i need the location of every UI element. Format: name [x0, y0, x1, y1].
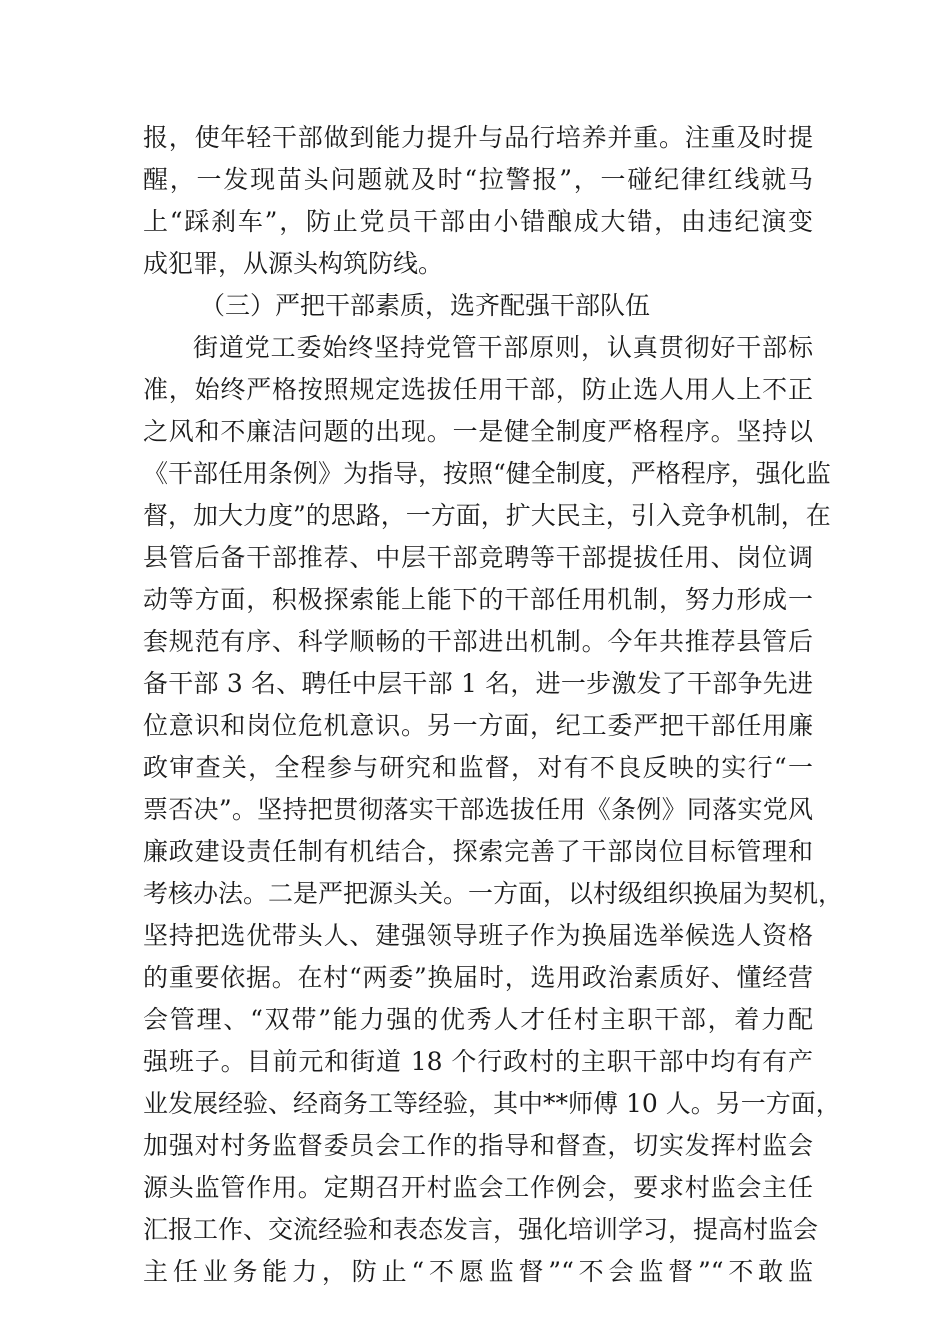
paragraph-line: 汇报工作、交流经验和表态发言，强化培训学习，提高村监会 [143, 1215, 819, 1244]
paragraph-line: 准，始终严格按照规定选拔任用干部，防止选人用人上不正 [143, 375, 813, 404]
paragraph-line: 廉政建设责任制有机结合，探索完善了干部岗位目标管理和 [143, 837, 813, 866]
paragraph-line: 成犯罪，从源头构筑防线。 [143, 249, 444, 278]
paragraph-line: 加强对村务监督委员会工作的指导和督查，切实发挥村监会 [143, 1131, 813, 1160]
paragraph-line: 醒，一发现苗头问题就及时“拉警报”，一碰纪律红线就马 [143, 165, 813, 194]
paragraph-line: 《干部任用条例》为指导，按照“健全制度，严格程序，强化监 [143, 459, 831, 488]
paragraph-line: 考核办法。二是严把源头关。一方面，以村级组织换届为契机， [143, 879, 844, 908]
paragraph-line: 会管理、“双带”能力强的优秀人才任村主职干部，着力配 [143, 1005, 813, 1034]
section-heading: （三）严把干部素质，选齐配强干部队伍 [200, 291, 651, 320]
paragraph-line: 报，使年轻干部做到能力提升与品行培养并重。注重及时提 [143, 123, 813, 152]
paragraph-line: 动等方面，积极探索能上能下的干部任用机制，努力形成一 [143, 585, 813, 614]
paragraph-line: 政审查关，全程参与研究和监督，对有不良反映的实行“一 [143, 753, 813, 782]
paragraph-line: 业发展经验、经商务工等经验，其中**师傅 10 人。另一方面， [143, 1089, 841, 1118]
paragraph-line: 套规范有序、科学顺畅的干部进出机制。今年共推荐县管后 [143, 627, 813, 656]
paragraph-line: 票否决”。坚持把贯彻落实干部选拔任用《条例》同落实党风 [143, 795, 813, 824]
paragraph-line: 督，加大力度”的思路，一方面，扩大民主，引入竞争机制，在 [143, 501, 831, 530]
paragraph-line: 备干部 3 名、聘任中层干部 1 名，进一步激发了干部争先进 [143, 669, 813, 698]
paragraph-line: 街道党工委始终坚持党管干部原则，认真贯彻好干部标 [193, 333, 813, 362]
paragraph-line: 上“踩刹车”，防止党员干部由小错酿成大错，由违纪演变 [143, 207, 813, 236]
paragraph-line: 之风和不廉洁问题的出现。一是健全制度严格程序。坚持以 [143, 417, 813, 446]
paragraph-line: 县管后备干部推荐、中层干部竞聘等干部提拔任用、岗位调 [143, 543, 813, 572]
paragraph-line: 强班子。目前元和街道 18 个行政村的主职干部中均有有产 [143, 1047, 813, 1076]
paragraph-line: 主任业务能力，防止“不愿监督”“不会监督”“不敢监 [143, 1257, 813, 1286]
paragraph-line: 源头监管作用。定期召开村监会工作例会，要求村监会主任 [143, 1173, 813, 1202]
paragraph-line: 位意识和岗位危机意识。另一方面，纪工委严把干部任用廉 [143, 711, 813, 740]
paragraph-line: 的重要依据。在村“两委”换届时，选用政治素质好、懂经营 [143, 963, 813, 992]
paragraph-line: 坚持把选优带头人、建强领导班子作为换届选举候选人资格 [143, 921, 813, 950]
